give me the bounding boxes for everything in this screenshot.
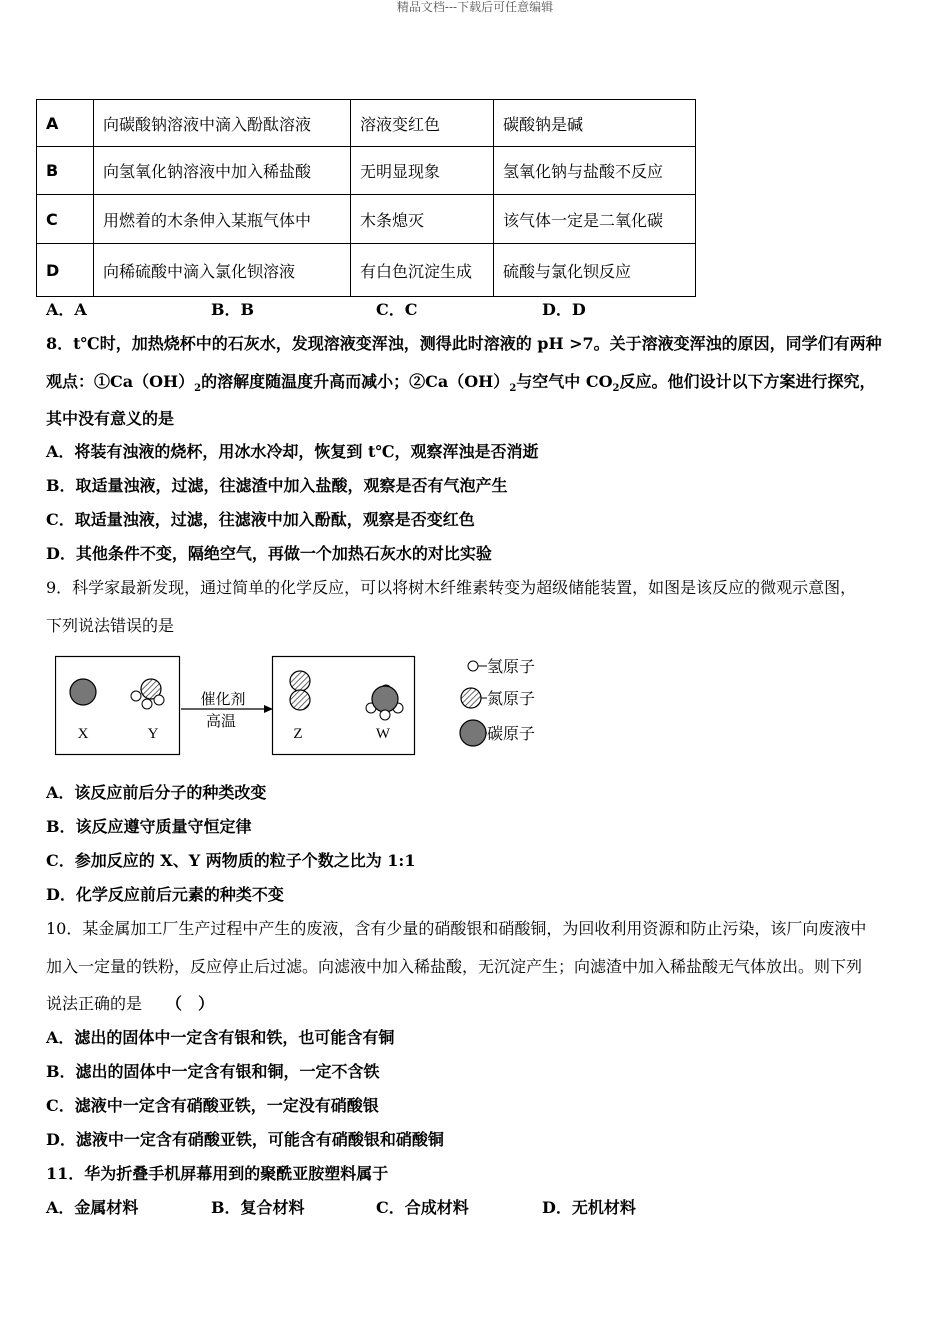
q10-option-d[interactable]: D．滤液中一定含有硝酸亚铁，可能含有硝酸银和硝酸铜 xyxy=(46,1130,444,1149)
legend-carbon-icon xyxy=(460,720,486,746)
conclusion-cell: 该气体一定是二氧化碳 xyxy=(494,195,696,244)
table-row xyxy=(37,147,696,195)
y-hydrogen-atom xyxy=(142,699,152,709)
q10-option-a[interactable]: A．滤出的固体中一定含有银和铁，也可能含有铜 xyxy=(46,1028,395,1047)
q7-option-a[interactable]: A．A xyxy=(46,300,87,319)
phenomenon-cell: 无明显现象 xyxy=(351,147,494,195)
arrow-head-icon xyxy=(264,705,273,713)
operation-cell: 向碳酸钠溶液中滴入酚酞溶液 xyxy=(94,100,351,147)
q9-option-c[interactable]: C．参加反应的 X、Y 两物质的粒子个数之比为 1:1 xyxy=(46,851,416,870)
conclusion-cell: 硫酸与氯化钡反应 xyxy=(494,244,696,297)
q11-option-c[interactable]: C．合成材料 xyxy=(376,1198,469,1217)
q10-stem-line3 xyxy=(46,994,214,1014)
legend-nitrogen-icon xyxy=(461,688,481,708)
label-x: X xyxy=(77,726,89,742)
row-label: A xyxy=(37,100,94,147)
w-hydrogen-atom xyxy=(380,710,390,720)
answer-paren: （ ） xyxy=(174,994,215,1013)
page-header: 精品文档---下载后可任意编辑 xyxy=(396,0,554,14)
x-carbon-atom xyxy=(70,679,96,705)
row-label: C xyxy=(37,195,94,244)
q11-stem: 11．华为折叠手机屏幕用到的聚酰亚胺塑料属于 xyxy=(46,1164,389,1183)
q7-option-d[interactable]: D．D xyxy=(542,300,586,319)
q8-text: 反应。他们设计以下方案进行探究， xyxy=(619,372,876,391)
subscript: 2 xyxy=(612,383,620,395)
q9-option-a[interactable]: A．该反应前后分子的种类改变 xyxy=(46,783,267,802)
q8-stem-line2 xyxy=(46,372,876,399)
operation-cell: 用燃着的木条伸入某瓶气体中 xyxy=(94,195,351,244)
q8-option-a[interactable]: A．将装有浊液的烧杯，用冰水冷却，恢复到 t℃，观察浑浊是否消逝 xyxy=(46,442,539,461)
legend-hydrogen-label: 氢原子 xyxy=(487,657,536,676)
phenomenon-cell: 木条熄灭 xyxy=(351,195,494,244)
q10-stem-line2: 加入一定量的铁粉，反应停止后过滤。向滤液中加入稀盐酸，无沉淀产生；向滤渣中加入稀盐酸无气体放出。则下列 xyxy=(46,957,863,976)
subscript: 2 xyxy=(194,383,202,395)
q9-stem-line2: 下列说法错误的是 xyxy=(46,616,175,635)
w-carbon-atom xyxy=(372,686,398,712)
q9-option-b[interactable]: B．该反应遵守质量守恒定律 xyxy=(46,817,252,836)
q9-option-d[interactable]: D．化学反应前后元素的种类不变 xyxy=(46,885,284,904)
conclusion-cell: 氢氧化钠与盐酸不反应 xyxy=(494,147,696,195)
q8-stem-line1: 8．t℃时，加热烧杯中的石灰水，发现溶液变浑浊，测得此时溶液的 pH >7。关于溶液变浑浊的原因，同学们有两种 xyxy=(46,334,882,353)
q7-option-c[interactable]: C．C xyxy=(376,300,418,319)
q11-option-d[interactable]: D．无机材料 xyxy=(542,1198,636,1217)
subscript: 2 xyxy=(509,383,517,395)
q11-option-b[interactable]: B．复合材料 xyxy=(211,1198,305,1217)
reaction-diagram xyxy=(55,646,575,758)
table-row xyxy=(37,244,696,297)
q8-option-d[interactable]: D．其他条件不变，隔绝空气，再做一个加热石灰水的对比实验 xyxy=(46,544,492,563)
table-row xyxy=(37,100,696,147)
legend-nitrogen-label: 氮原子 xyxy=(487,689,536,708)
conclusion-cell: 碳酸钠是碱 xyxy=(494,100,696,147)
y-hydrogen-atom xyxy=(154,695,164,705)
table-row xyxy=(37,195,696,244)
label-y: Y xyxy=(147,726,159,742)
z-nitrogen-atom xyxy=(290,690,310,710)
operation-cell: 向氢氧化钠溶液中加入稀盐酸 xyxy=(94,147,351,195)
q11-option-a[interactable]: A．金属材料 xyxy=(46,1198,139,1217)
catalyst-label: 催化剂 xyxy=(200,690,246,708)
q10-text: 说法正确的是 xyxy=(46,994,143,1013)
q8-option-c[interactable]: C．取适量浊液，过滤，往滤液中加入酚酞，观察是否变红色 xyxy=(46,510,475,529)
q10-option-c[interactable]: C．滤液中一定含有硝酸亚铁，一定没有硝酸银 xyxy=(46,1096,379,1115)
q7-table xyxy=(36,99,696,297)
row-label: B xyxy=(37,147,94,195)
q7-option-b[interactable]: B．B xyxy=(211,300,255,319)
q10-option-b[interactable]: B．滤出的固体中一定含有银和铜，一定不含铁 xyxy=(46,1062,380,1081)
label-w: W xyxy=(375,726,391,742)
z-nitrogen-atom xyxy=(290,671,310,691)
condition-label: 高温 xyxy=(205,712,237,730)
q10-stem-line1: 10．某金属加工厂生产过程中产生的废液，含有少量的硝酸银和硝酸铜，为回收利用资源和防止污染，该厂向废液中 xyxy=(46,919,867,938)
y-hydrogen-atom xyxy=(131,691,141,701)
phenomenon-cell: 溶液变红色 xyxy=(351,100,494,147)
q8-stem-line3: 其中没有意义的是 xyxy=(46,409,175,428)
legend-carbon-label: 碳原子 xyxy=(487,724,536,743)
q8-text: 观点：①Ca（OH） xyxy=(46,372,195,391)
operation-cell: 向稀硫酸中滴入氯化钡溶液 xyxy=(94,244,351,297)
row-label: D xyxy=(37,244,94,297)
q8-text: 与空气中 CO xyxy=(516,372,613,391)
q9-stem-line1: 9．科学家最新发现，通过简单的化学反应，可以将树木纤维素转变为超级储能装置，如图是该反应的微观示意图， xyxy=(46,578,857,597)
q8-text: 的溶解度随温度升高而减小；②Ca（OH） xyxy=(201,372,510,391)
reactant-box xyxy=(56,657,180,755)
q8-option-b[interactable]: B．取适量浊液，过滤，往滤渣中加入盐酸，观察是否有气泡产生 xyxy=(46,476,508,495)
legend-hydrogen-icon xyxy=(468,661,478,671)
label-z: Z xyxy=(293,726,303,742)
phenomenon-cell: 有白色沉淀生成 xyxy=(351,244,494,297)
